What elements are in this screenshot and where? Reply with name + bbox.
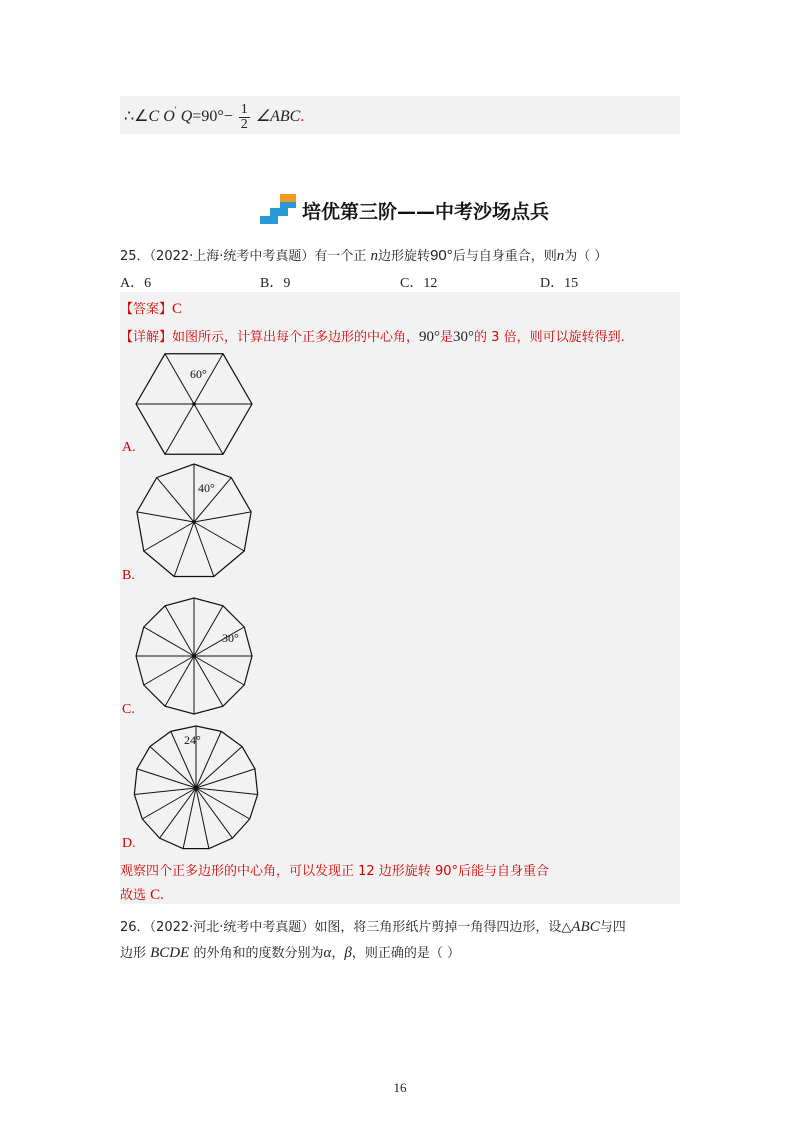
radius-line [144, 627, 194, 656]
radius-line [194, 522, 244, 551]
figure-label-b: B. [122, 568, 135, 583]
radius-line [144, 656, 194, 685]
conclusion-line: 观察四个正多边形的中心角，可以发现正 12 边形旋转 90°后能与自身重合 [120, 864, 549, 879]
answer-box [120, 292, 680, 904]
central-angle-label: 24° [184, 733, 201, 747]
previous-solution-box [120, 96, 680, 134]
hexagon-figure [132, 348, 256, 460]
choice-d[interactable]: D．15 [540, 276, 579, 291]
section-header [258, 192, 558, 232]
figure-label-c: C. [122, 702, 135, 717]
radius-line [194, 522, 214, 577]
radius-line [196, 747, 242, 788]
radius-line [144, 522, 194, 551]
radius-line [194, 512, 251, 522]
center-point [194, 786, 198, 790]
radius-line [150, 747, 196, 788]
radius-line [196, 769, 255, 788]
radius-line [165, 656, 194, 706]
radius-line [157, 478, 194, 522]
radius-line [174, 522, 194, 577]
section-title: 培优第三阶——中考沙场点兵 [302, 201, 550, 223]
radius-line [137, 769, 196, 788]
radius-line [165, 606, 194, 656]
central-angle-label: 40° [198, 481, 215, 495]
formula-line: ∴∠C O′ Q=90°− $\frac{1}{2}$ ∠ABC. [124, 102, 305, 132]
radius-line [194, 656, 223, 706]
center-point [192, 402, 196, 406]
central-angle-label: 30° [222, 631, 239, 645]
choice-c[interactable]: C．12 [400, 276, 438, 291]
choice-b[interactable]: B．9 [260, 276, 291, 291]
fraction: $\frac{1}{2}$ [240, 102, 248, 132]
center-point [192, 654, 196, 658]
detail-line: 【详解】如图所示，计算出每个正多边形的中心角，90°是30°的 3 倍，则可以旋转得到. [120, 329, 625, 345]
choose-line: 故选 C. [120, 887, 164, 903]
center-point [192, 520, 196, 524]
radius-line [194, 606, 223, 656]
radius-line [194, 656, 244, 685]
answer-line: 【答案】C [120, 301, 183, 317]
dodecagon-figure [132, 594, 256, 718]
nonagon-figure [132, 460, 256, 584]
radius-line [165, 404, 194, 454]
stairs-logo-icon [258, 192, 300, 228]
central-angle-label: 60° [190, 367, 207, 381]
radius-line [194, 404, 223, 454]
question-26-line-1: 26．（2022·河北·统考中考真题）如图，将三角形纸片剪掉一角得四边形，设△ABC与四 [120, 919, 626, 935]
question-25: 25．（2022·上海·统考中考真题）有一个正 n边形旋转90°后与自身重合，则n为（ ） [120, 247, 608, 264]
question-26-line-2: 边形 BCDE 的外角和的度数分别为α，β，则正确的是（ ） [120, 945, 460, 961]
figure-label-a: A. [122, 440, 136, 455]
pentadecagon-figure [132, 724, 260, 852]
choice-a[interactable]: A．6 [120, 276, 152, 291]
page-number: 16 [393, 1080, 407, 1095]
figure-label-d: D. [122, 836, 136, 851]
radius-line [137, 512, 194, 522]
